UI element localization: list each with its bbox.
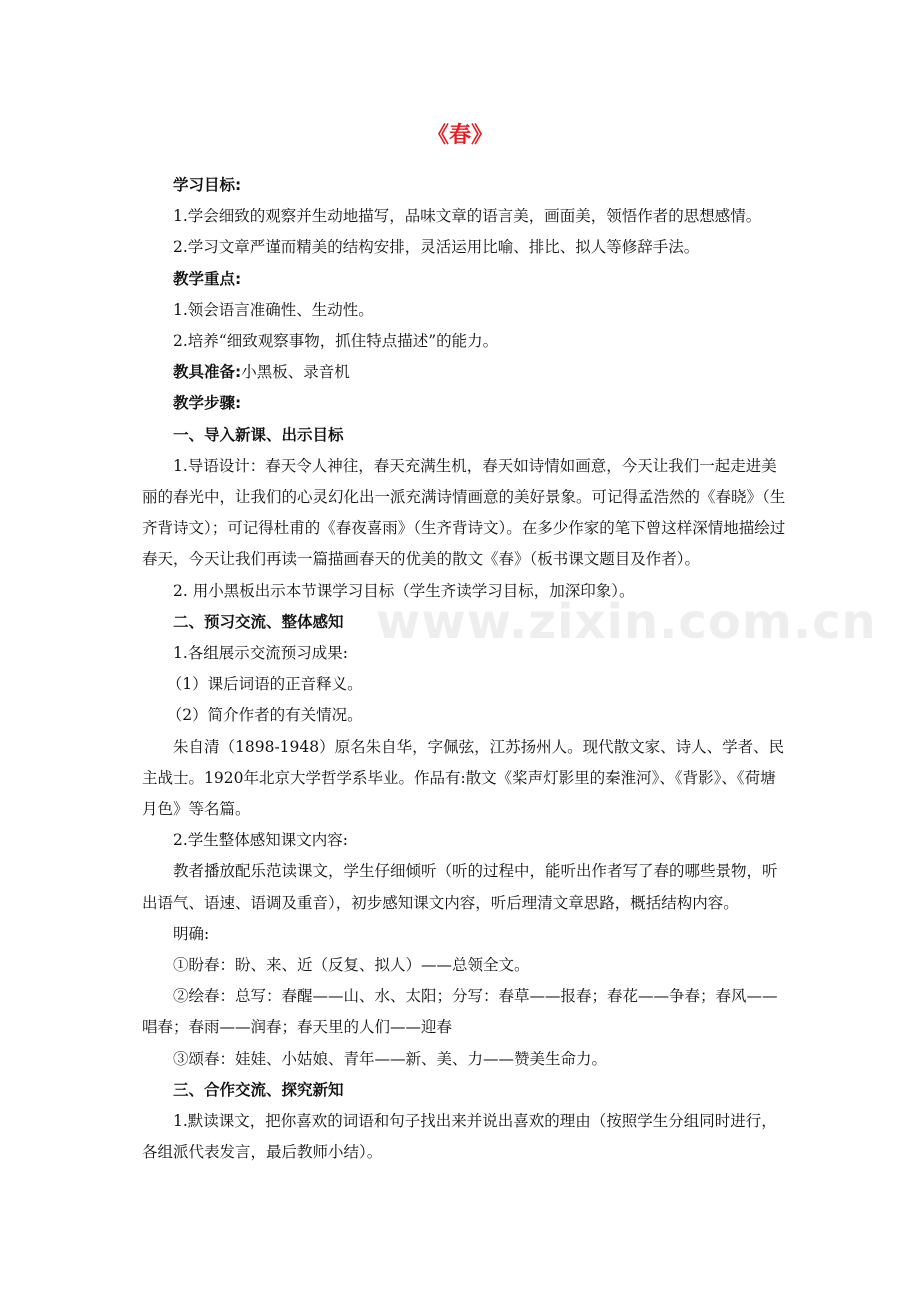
goals-heading: 学习目标: — [173, 176, 242, 194]
focus-heading: 教学重点: — [173, 269, 242, 288]
section-heading: 三、合作交流、探究新知 — [173, 1080, 344, 1099]
steps-heading: 教学步骤: — [173, 394, 242, 413]
tools-label: 教具准备: — [173, 363, 242, 382]
watermark: www.zixin.com.cn — [376, 594, 877, 650]
paragraph: （2）简介作者的有关情况。 — [166, 706, 363, 725]
focus-item: 2.培养“细致观察事物，抓住特点描述”的能力。 — [173, 332, 499, 351]
paragraph: ②绘春：总写：春醒——山、水、太阳；分写：春草——报春；春花——争春；春风——唱春；春雨——润春；春天里的人们——迎春 — [142, 987, 778, 1037]
section-heading: 二、预习交流、整体感知 — [173, 612, 344, 631]
paragraph: ③颂春：娃娃、小姑娘、青年——新、美、力——赞美生命力。 — [173, 1049, 608, 1068]
paragraph: 2. 用小黑板出示本节课学习目标（学生齐读学习目标，加深印象）。 — [173, 581, 635, 600]
document-body — [142, 170, 877, 1169]
focus-item: 1.领会语言准确性、生动性。 — [173, 300, 374, 319]
goal-item: 2.学习文章严谨而精美的结构安排，灵活运用比喻、排比、拟人等修辞手法。 — [173, 238, 700, 257]
goal-item: 1.学会细致的观察并生动地描写，品味文章的语言美，画面美，领悟作者的思想感情。 — [173, 207, 762, 226]
paragraph: 1.各组展示交流预习成果: — [173, 644, 349, 663]
tools-value: 小黑板、录音机 — [241, 363, 350, 382]
paragraph: 朱自清（1898-1948）原名朱自华，字佩弦，江苏扬州人。现代散文家、诗人、学者、民主战士。1920年北京大学哲学系毕业。作品有:散文《桨声灯影里的秦淮河》、《背影》、《荷塘月色》等名篇。 — [142, 737, 785, 819]
paragraph: 2.学生整体感知课文内容: — [173, 831, 349, 850]
tools-line — [142, 357, 786, 388]
document-title: 《春》 — [426, 123, 493, 148]
paragraph: ①盼春：盼、来、近（反复、拟人）——总领全文。 — [173, 956, 530, 975]
section-heading: 一、导入新课、出示目标 — [173, 425, 344, 444]
paragraph: 1.默读课文，把你喜欢的词语和句子找出来并说出喜欢的理由（按照学生分组同时进行，各组派代表发言，最后教师小结）。 — [142, 1112, 777, 1162]
paragraph: （1）课后词语的正音释义。 — [166, 675, 363, 694]
paragraph: 教者播放配乐范读课文，学生仔细倾听（听的过程中，能听出作者写了春的哪些景物，听出语气、语速、语调及重音），初步感知课文内容，听后理清文章思路，概括结构内容。 — [142, 862, 778, 912]
paragraph: 1.导语设计：春天令人神往，春天充满生机，春天如诗情如画意，今天让我们一起走进美丽的春光中，让我们的心灵幻化出一派充满诗情画意的美好景象。可记得孟浩然的《春晓》（生齐背诗文）；可记得杜甫的《春夜喜雨》（生齐背诗文）。在多少作家的笔下曾这样深情地描绘过春天，今天让我们再读一篇描画春天的优美的散文《春》（板书课文题目及作者）。 — [142, 456, 786, 569]
paragraph: 明确: — [173, 924, 210, 943]
